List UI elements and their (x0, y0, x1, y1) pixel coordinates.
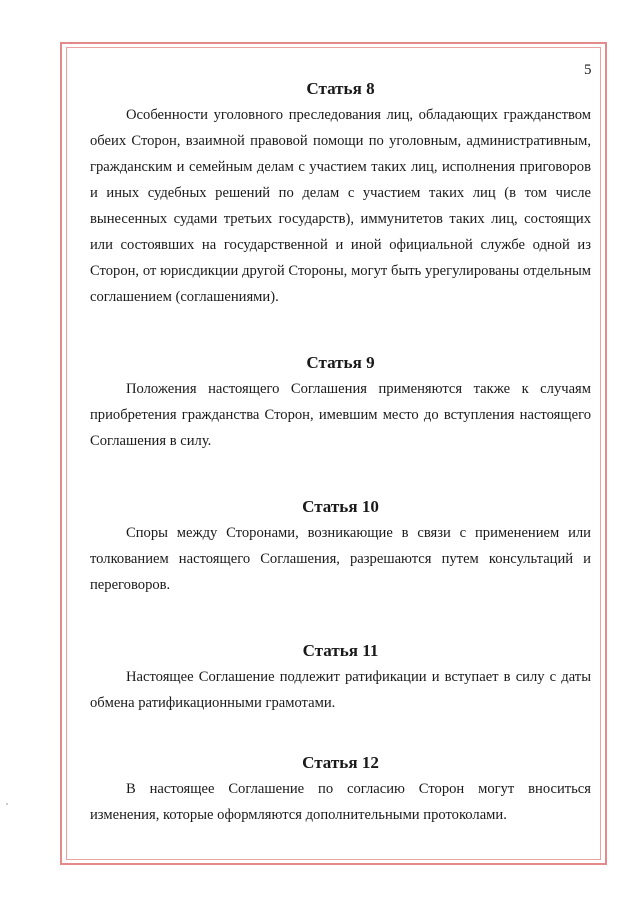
article-text: Положения настоящего Соглашения применяются также к случаям приобретения гражданства Сторон, имевшим место до вступления настоящего Соглашения в силу. (90, 381, 591, 449)
article-title: Статья 12 (302, 753, 379, 772)
document-body (90, 76, 591, 828)
article-title: Статья 8 (306, 79, 375, 98)
article-title: Статья 9 (306, 353, 375, 372)
article-text: Настоящее Соглашение подлежит ратификации и вступает в силу с даты обмена ратификационными грамотами. (90, 669, 591, 711)
article-9 (90, 350, 591, 454)
article-text: В настоящее Соглашение по согласию Сторон могут вноситься изменения, которые оформляются дополнительными протоколами. (90, 781, 591, 823)
scan-speck (6, 803, 8, 805)
article-11 (90, 638, 591, 716)
article-title: Статья 10 (302, 497, 379, 516)
page-number: 5 (584, 62, 592, 78)
article-10 (90, 494, 591, 598)
article-12 (90, 750, 591, 828)
article-text: Особенности уголовного преследования лиц, обладающих гражданством обеих Сторон, взаимной правовой помощи по уголовным, административным, гражданским и семейным делам с участием таких лиц, исполнения приговоров и иных судебных решений по делам с участием таких лиц (в том числе вынесенных судами третьих государств), иммунитетов таких лиц, состоящих или состоявших на государственной и иной официальной службе одной из Сторон, от юрисдикции другой Стороны, могут быть урегулированы отдельным соглашением (соглашениями). (90, 107, 591, 305)
article-8 (90, 76, 591, 310)
article-text: Споры между Сторонами, возникающие в связи с применением или толкованием настоящего Соглашения, разрешаются путем консультаций и переговоров. (90, 525, 591, 593)
article-title: Статья 11 (302, 641, 379, 660)
